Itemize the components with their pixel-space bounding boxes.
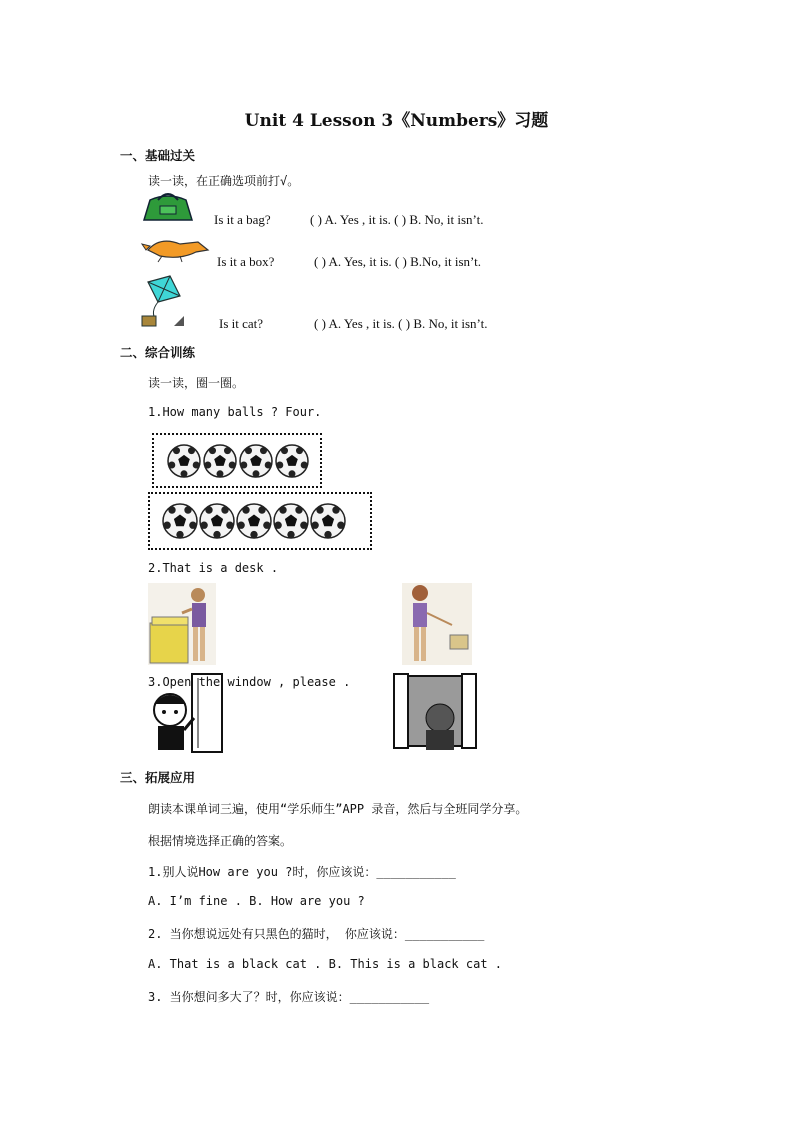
- soccer-ball-icon: [276, 445, 308, 477]
- section-3-line-1: 朗读本课单词三遍，使用“学乐师生”APP 录音，然后与全班同学分享。: [148, 802, 528, 816]
- ball-group-four[interactable]: [152, 433, 322, 488]
- section-3-question-2: 2. 当你想说远处有只黑色的猫时， 你应该说：___________: [148, 927, 485, 941]
- section-3-question-2-options: A. That is a black cat . B. This is a black cat .: [148, 957, 503, 971]
- green-bag-icon: [140, 190, 196, 224]
- section-2-question-2: 2.That is a desk .: [148, 561, 279, 575]
- question-3: Is it cat?: [219, 316, 264, 331]
- question-1: Is it a bag?: [214, 212, 271, 227]
- fox-icon: [140, 230, 212, 264]
- soccer-ball-icon: [204, 445, 236, 477]
- section-1-heading: 一、基础过关: [120, 148, 196, 163]
- section-2-heading: 二、综合训练: [120, 345, 196, 360]
- question-3-options: ( ) A. Yes , it is. ( ) B. No, it isn’t.: [314, 316, 488, 331]
- section-2-question-3: 3.Open the window , please .: [148, 675, 351, 689]
- soccer-ball-icon: [311, 504, 345, 538]
- girl-with-desk-picture: [148, 583, 216, 665]
- section-2-instruction: 读一读，圈一圈。: [148, 376, 245, 390]
- section-2-question-1: 1.How many balls ? Four.: [148, 405, 322, 419]
- soccer-ball-icon: [274, 504, 308, 538]
- soccer-ball-icon: [168, 445, 200, 477]
- question-1-options: ( ) A. Yes , it is. ( ) B. No, it isn’t.: [310, 212, 484, 227]
- section-3-question-3: 3. 当你想问多大了？时，你应该说：___________: [148, 990, 430, 1004]
- girl-pointing-picture: [402, 583, 472, 665]
- question-2: Is it a box?: [217, 254, 275, 269]
- section-1-instruction: 读一读，在正确选项前打√。: [148, 174, 300, 188]
- child-at-window-picture: [392, 670, 478, 754]
- section-3-question-1: 1.别人说How are you ?时，你应该说：___________: [148, 865, 456, 879]
- section-3-line-2: 根据情境选择正确的答案。: [148, 834, 293, 848]
- balls-five-icons: [150, 494, 370, 548]
- section-3-heading: 三、拓展应用: [120, 770, 196, 785]
- kite-icon: [140, 272, 186, 328]
- page-title: Unit 4 Lesson 3《Numbers》习题: [244, 111, 549, 131]
- soccer-ball-icon: [163, 504, 197, 538]
- ball-group-five[interactable]: [148, 492, 372, 550]
- section-3-question-1-options: A. I’m fine . B. How are you ?: [148, 894, 365, 908]
- question-2-options: ( ) A. Yes, it is. ( ) B.No, it isn’t.: [314, 254, 481, 269]
- balls-four-icons: [154, 435, 320, 486]
- soccer-ball-icon: [237, 504, 271, 538]
- soccer-ball-icon: [240, 445, 272, 477]
- soccer-ball-icon: [200, 504, 234, 538]
